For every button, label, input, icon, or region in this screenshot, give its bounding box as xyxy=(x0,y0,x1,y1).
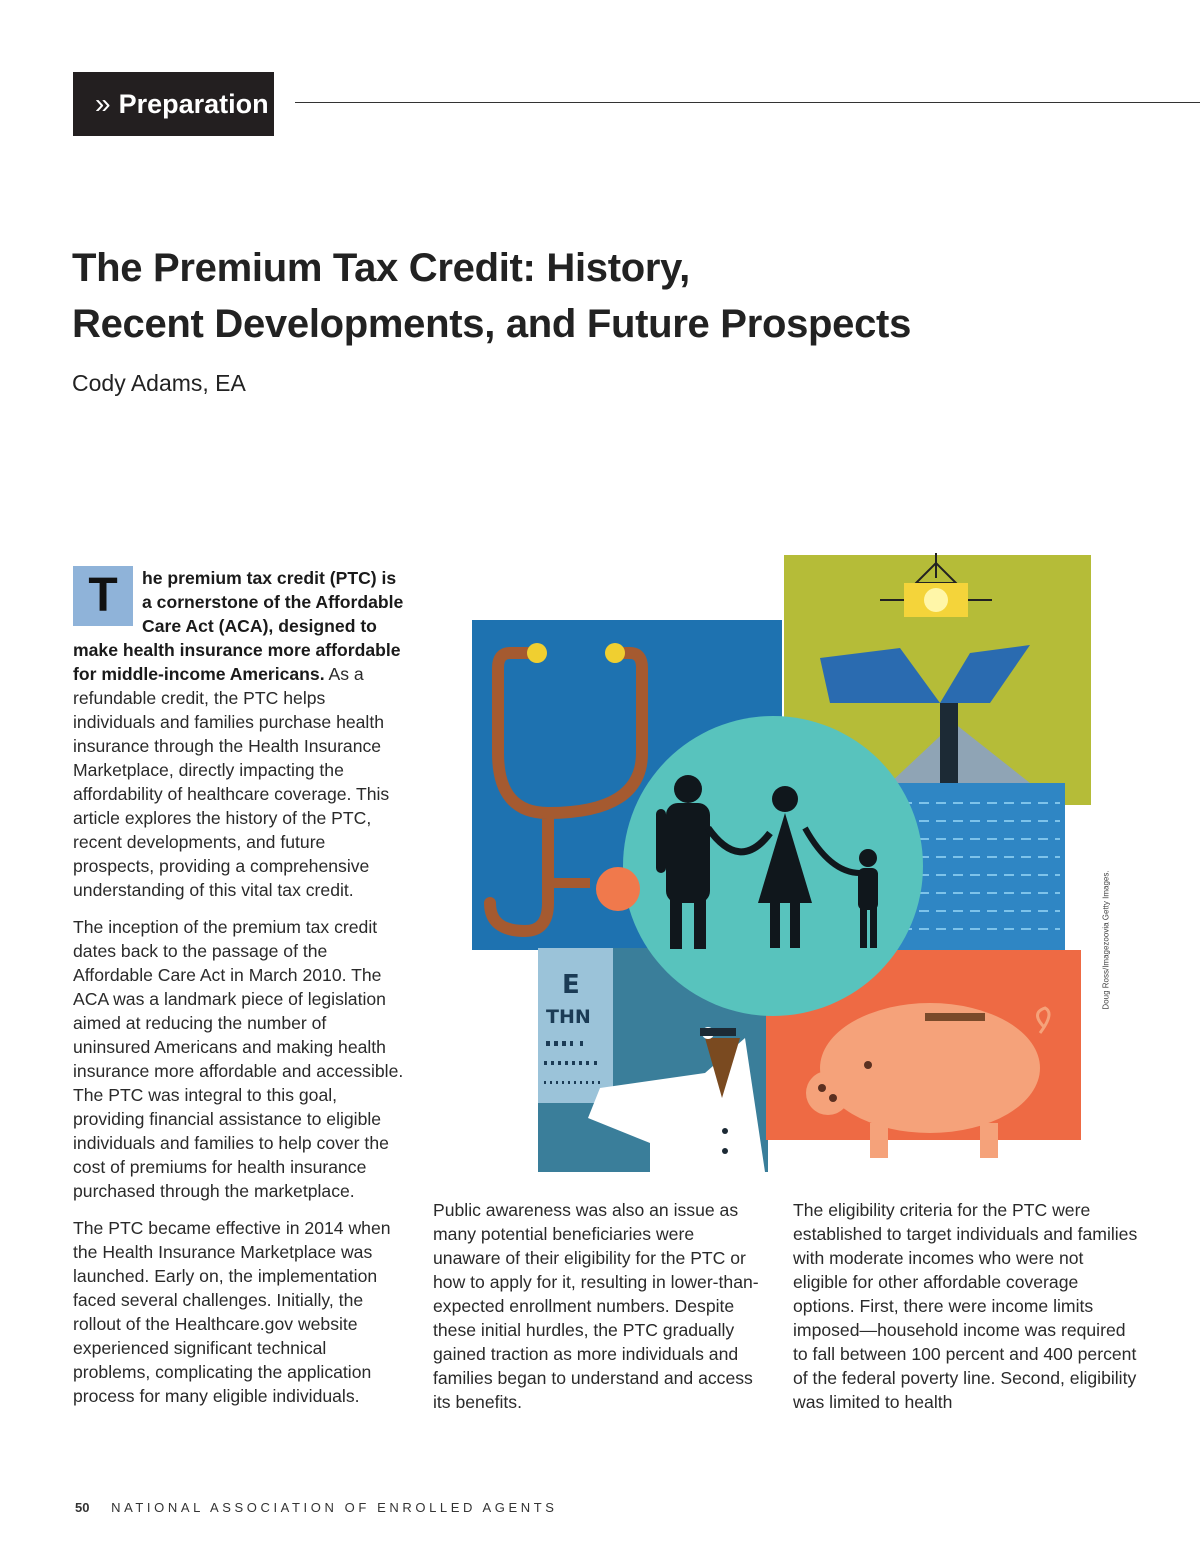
stethoscope-chest-piece xyxy=(596,867,640,911)
author-byline: Cody Adams, EA xyxy=(72,370,246,396)
paragraph-intro-rest: As a refundable credit, the PTC helps individuals and families purchase health insurance through the Health Insurance Marketplace, directly impacting the affordability of healthcare coverage. This article explores the history of the PTC, recent developments, and future prospects, providing a comprehensive understanding of this vital tax credit. xyxy=(73,664,390,900)
health-family-illustration xyxy=(470,553,1095,1175)
publication-name: NATIONAL ASSOCIATION OF ENROLLED AGENTS xyxy=(111,1500,558,1515)
paragraph-4: Public awareness was also an issue as many potential beneficiaries were unaware of their eligibility for the PTC or how to apply for it, resulting in lower-than-expected enrollment numbers. Despite these initial hurdles, the PTC gradually gained traction as more individuals and families began to understand and access its benefits. xyxy=(433,1200,759,1412)
section-tag xyxy=(73,72,274,136)
page-number: 50 xyxy=(75,1500,90,1515)
paragraph-5: The eligibility criteria for the PTC were established to target individuals and families with moderate incomes who were not eligible for other affordable coverage options. First, there were income limits imposed—household income was required to fall between 100 percent and 400 percent of the federal poverty line. Second, eligibility was limited to health xyxy=(793,1200,1138,1412)
page-footer xyxy=(75,1500,558,1515)
section-divider xyxy=(295,102,1200,103)
paragraph-3: The PTC became effective in 2014 when the Health Insurance Marketplace was launched. Early on, the implementation faced several challenges. Initially, the rollout of the Healthcare.gov website experienced significant technical problems, complicating the application process for many eligible individuals. xyxy=(73,1218,391,1406)
column-1 xyxy=(73,566,408,1421)
eye-chart-line-1: E xyxy=(562,970,580,1000)
lead-text: he premium tax credit (PTC) is a cornerstone of the Affordable Care Act (ACA), designed to make health insurance more affordable for middle-income Americans. xyxy=(73,568,404,684)
earpiece-left xyxy=(527,643,547,663)
title-line-2: Recent Developments, and Future Prospects xyxy=(72,302,912,346)
eye-chart-line-2: THN xyxy=(546,1006,591,1028)
column-3 xyxy=(793,1198,1138,1427)
article-title xyxy=(72,240,911,352)
paragraph-intro xyxy=(73,566,408,902)
earpiece-right xyxy=(605,643,625,663)
chevron-icon: » xyxy=(95,88,111,119)
photo-credit xyxy=(1098,870,1114,1010)
paragraph-2: The inception of the premium tax credit dates back to the passage of the Affordable Care Act in March 2010. The ACA was a landmark piece of legislation aimed at reducing the number of uninsured Americans and making health insurance more affordable and accessible. The PTC was integral to this goal, providing financial assistance to eligible individuals and families to help cover the cost of premiums for health insurance purchased through the marketplace. xyxy=(73,917,404,1201)
coin-slot xyxy=(925,1013,985,1021)
drop-cap: T xyxy=(73,566,133,626)
column-2 xyxy=(433,1198,763,1427)
photo-credit-text: Doug Ross/Imagezoovia Getty Images. xyxy=(1101,870,1111,1010)
title-line-1: The Premium Tax Credit: History, xyxy=(72,246,690,290)
piggy-bank xyxy=(820,1003,1040,1133)
section-label: Preparation xyxy=(118,88,269,119)
